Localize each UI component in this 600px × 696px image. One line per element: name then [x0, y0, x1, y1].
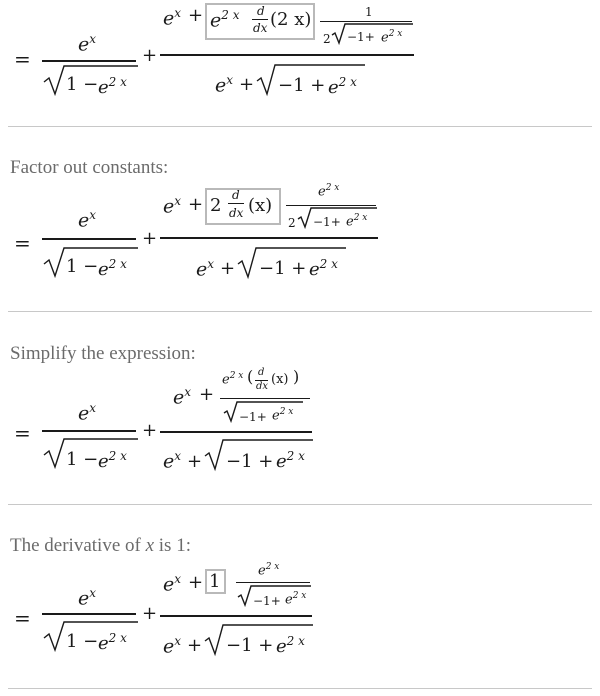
small-fraction-bar	[220, 398, 310, 399]
equals-sign: =	[14, 606, 31, 630]
plus-sign-2: +	[188, 5, 204, 26]
paren-x: (x)	[248, 195, 273, 216]
main-fraction-bar	[160, 615, 312, 617]
small-num-e-2x: $e^{2 x}$	[258, 562, 280, 579]
small-e-2x: $e^{2 x}$	[272, 407, 294, 424]
paren-x: (x)	[271, 372, 289, 387]
denom-minus-one-plus: −1 +	[226, 451, 274, 472]
equals-sign: =	[14, 47, 31, 71]
denom-e-2x: $e^{2 x}$	[276, 634, 305, 657]
denom-e-x: $e^x$	[163, 634, 182, 658]
small-num-e-2x: $e^{2 x}$	[222, 371, 244, 388]
denom-plus: +	[187, 451, 203, 472]
derivative-value: 1	[209, 571, 221, 592]
coefficient-two: 2	[210, 195, 222, 216]
small-minus-one-plus: −1+	[239, 410, 267, 424]
denom-e-2x: $e^{2 x}$	[309, 257, 338, 280]
main-fraction-bar	[160, 54, 414, 56]
deriv-dx: dx	[253, 21, 268, 35]
fraction-bar	[42, 238, 136, 240]
divider	[8, 126, 592, 127]
numerator-e-x: $e^x$	[78, 586, 97, 610]
deriv-bar	[228, 203, 244, 204]
main-fraction-bar	[160, 237, 378, 239]
paren-2x: (2 x)	[270, 9, 312, 30]
small-minus-one-plus: −1+	[253, 594, 281, 608]
step-label: Simplify the expression:	[10, 343, 196, 364]
denom-e-2x: $e^{2 x}$	[328, 75, 357, 98]
fraction-bar	[42, 60, 136, 62]
lparen: (	[247, 367, 254, 386]
small-e-2x: $e^{2 x}$	[381, 29, 403, 46]
small-fraction-bar	[320, 21, 412, 22]
small-num-1: 1	[365, 5, 373, 19]
denom-plus: +	[220, 258, 236, 279]
denominator-1-minus: 1 −	[66, 449, 99, 470]
deriv-bar	[252, 19, 268, 20]
divider	[8, 504, 592, 505]
denominator-1-minus: 1 −	[66, 256, 99, 277]
deriv-dx: dx	[256, 381, 269, 392]
denom-e-x: $e^x$	[215, 73, 234, 97]
main-fraction-bar	[160, 431, 312, 433]
small-fraction-bar	[286, 205, 376, 206]
numerator-e-x: $e^x$	[78, 32, 97, 56]
plus-sign: +	[142, 45, 158, 66]
denom-e-x: $e^x$	[163, 449, 182, 473]
denom-e-x: $e^x$	[196, 257, 215, 281]
plus-sign: +	[142, 420, 158, 441]
denom-plus: +	[239, 74, 255, 95]
numerator-e-x-2: $e^x$	[163, 572, 182, 596]
denom-minus-one-plus: −1 +	[278, 75, 326, 96]
small-num-e-2x: $e^{2 x}$	[318, 183, 340, 200]
numerator-e-x: $e^x$	[78, 401, 97, 425]
denom-minus-one-plus: −1 +	[226, 635, 274, 656]
small-minus-one-plus: −1+	[313, 215, 341, 229]
denominator-e-2x: $e^{2 x}$	[98, 631, 127, 654]
equals-sign: =	[14, 231, 31, 255]
small-two: 2	[323, 32, 331, 46]
numerator-e-x-2: $e^x$	[163, 194, 182, 218]
denominator-1-minus: 1 −	[66, 74, 99, 95]
small-e-2x: $e^{2 x}$	[346, 213, 368, 230]
plus-sign-2: +	[188, 572, 204, 593]
fraction-bar	[42, 613, 136, 615]
numerator-e-x-2: $e^x$	[173, 385, 192, 409]
deriv-d: d	[232, 188, 240, 202]
plus-sign-2: +	[188, 194, 204, 215]
denom-e-2x: $e^{2 x}$	[276, 449, 305, 472]
small-e-2x: $e^{2 x}$	[285, 591, 307, 608]
rparen: )	[293, 367, 300, 386]
plus-sign-2: +	[199, 384, 215, 405]
small-minus-one-plus: −1+	[347, 30, 375, 44]
equals-sign: =	[14, 421, 31, 445]
numerator-e-x-2: $e^x$	[163, 6, 182, 30]
small-fraction-bar	[236, 582, 310, 583]
deriv-d: d	[258, 367, 265, 378]
fraction-bar	[42, 430, 136, 432]
denominator-1-minus: 1 −	[66, 631, 99, 652]
denom-minus-one-plus: −1 +	[259, 258, 307, 279]
divider	[8, 311, 592, 312]
divider	[8, 688, 592, 689]
denom-plus: +	[187, 635, 203, 656]
plus-sign: +	[142, 228, 158, 249]
plus-sign: +	[142, 603, 158, 624]
denominator-e-2x: $e^{2 x}$	[98, 75, 127, 98]
step-label: The derivative of x is 1:	[10, 535, 191, 556]
denominator-e-2x: $e^{2 x}$	[98, 257, 127, 280]
denominator-e-2x: $e^{2 x}$	[98, 449, 127, 472]
numerator-e-x: $e^x$	[78, 208, 97, 232]
term-e-2x: $e^{2 x}$	[210, 8, 240, 32]
small-two: 2	[288, 216, 296, 230]
deriv-dx: dx	[229, 206, 244, 220]
step-label: Factor out constants:	[10, 157, 169, 178]
deriv-d: d	[257, 4, 265, 18]
